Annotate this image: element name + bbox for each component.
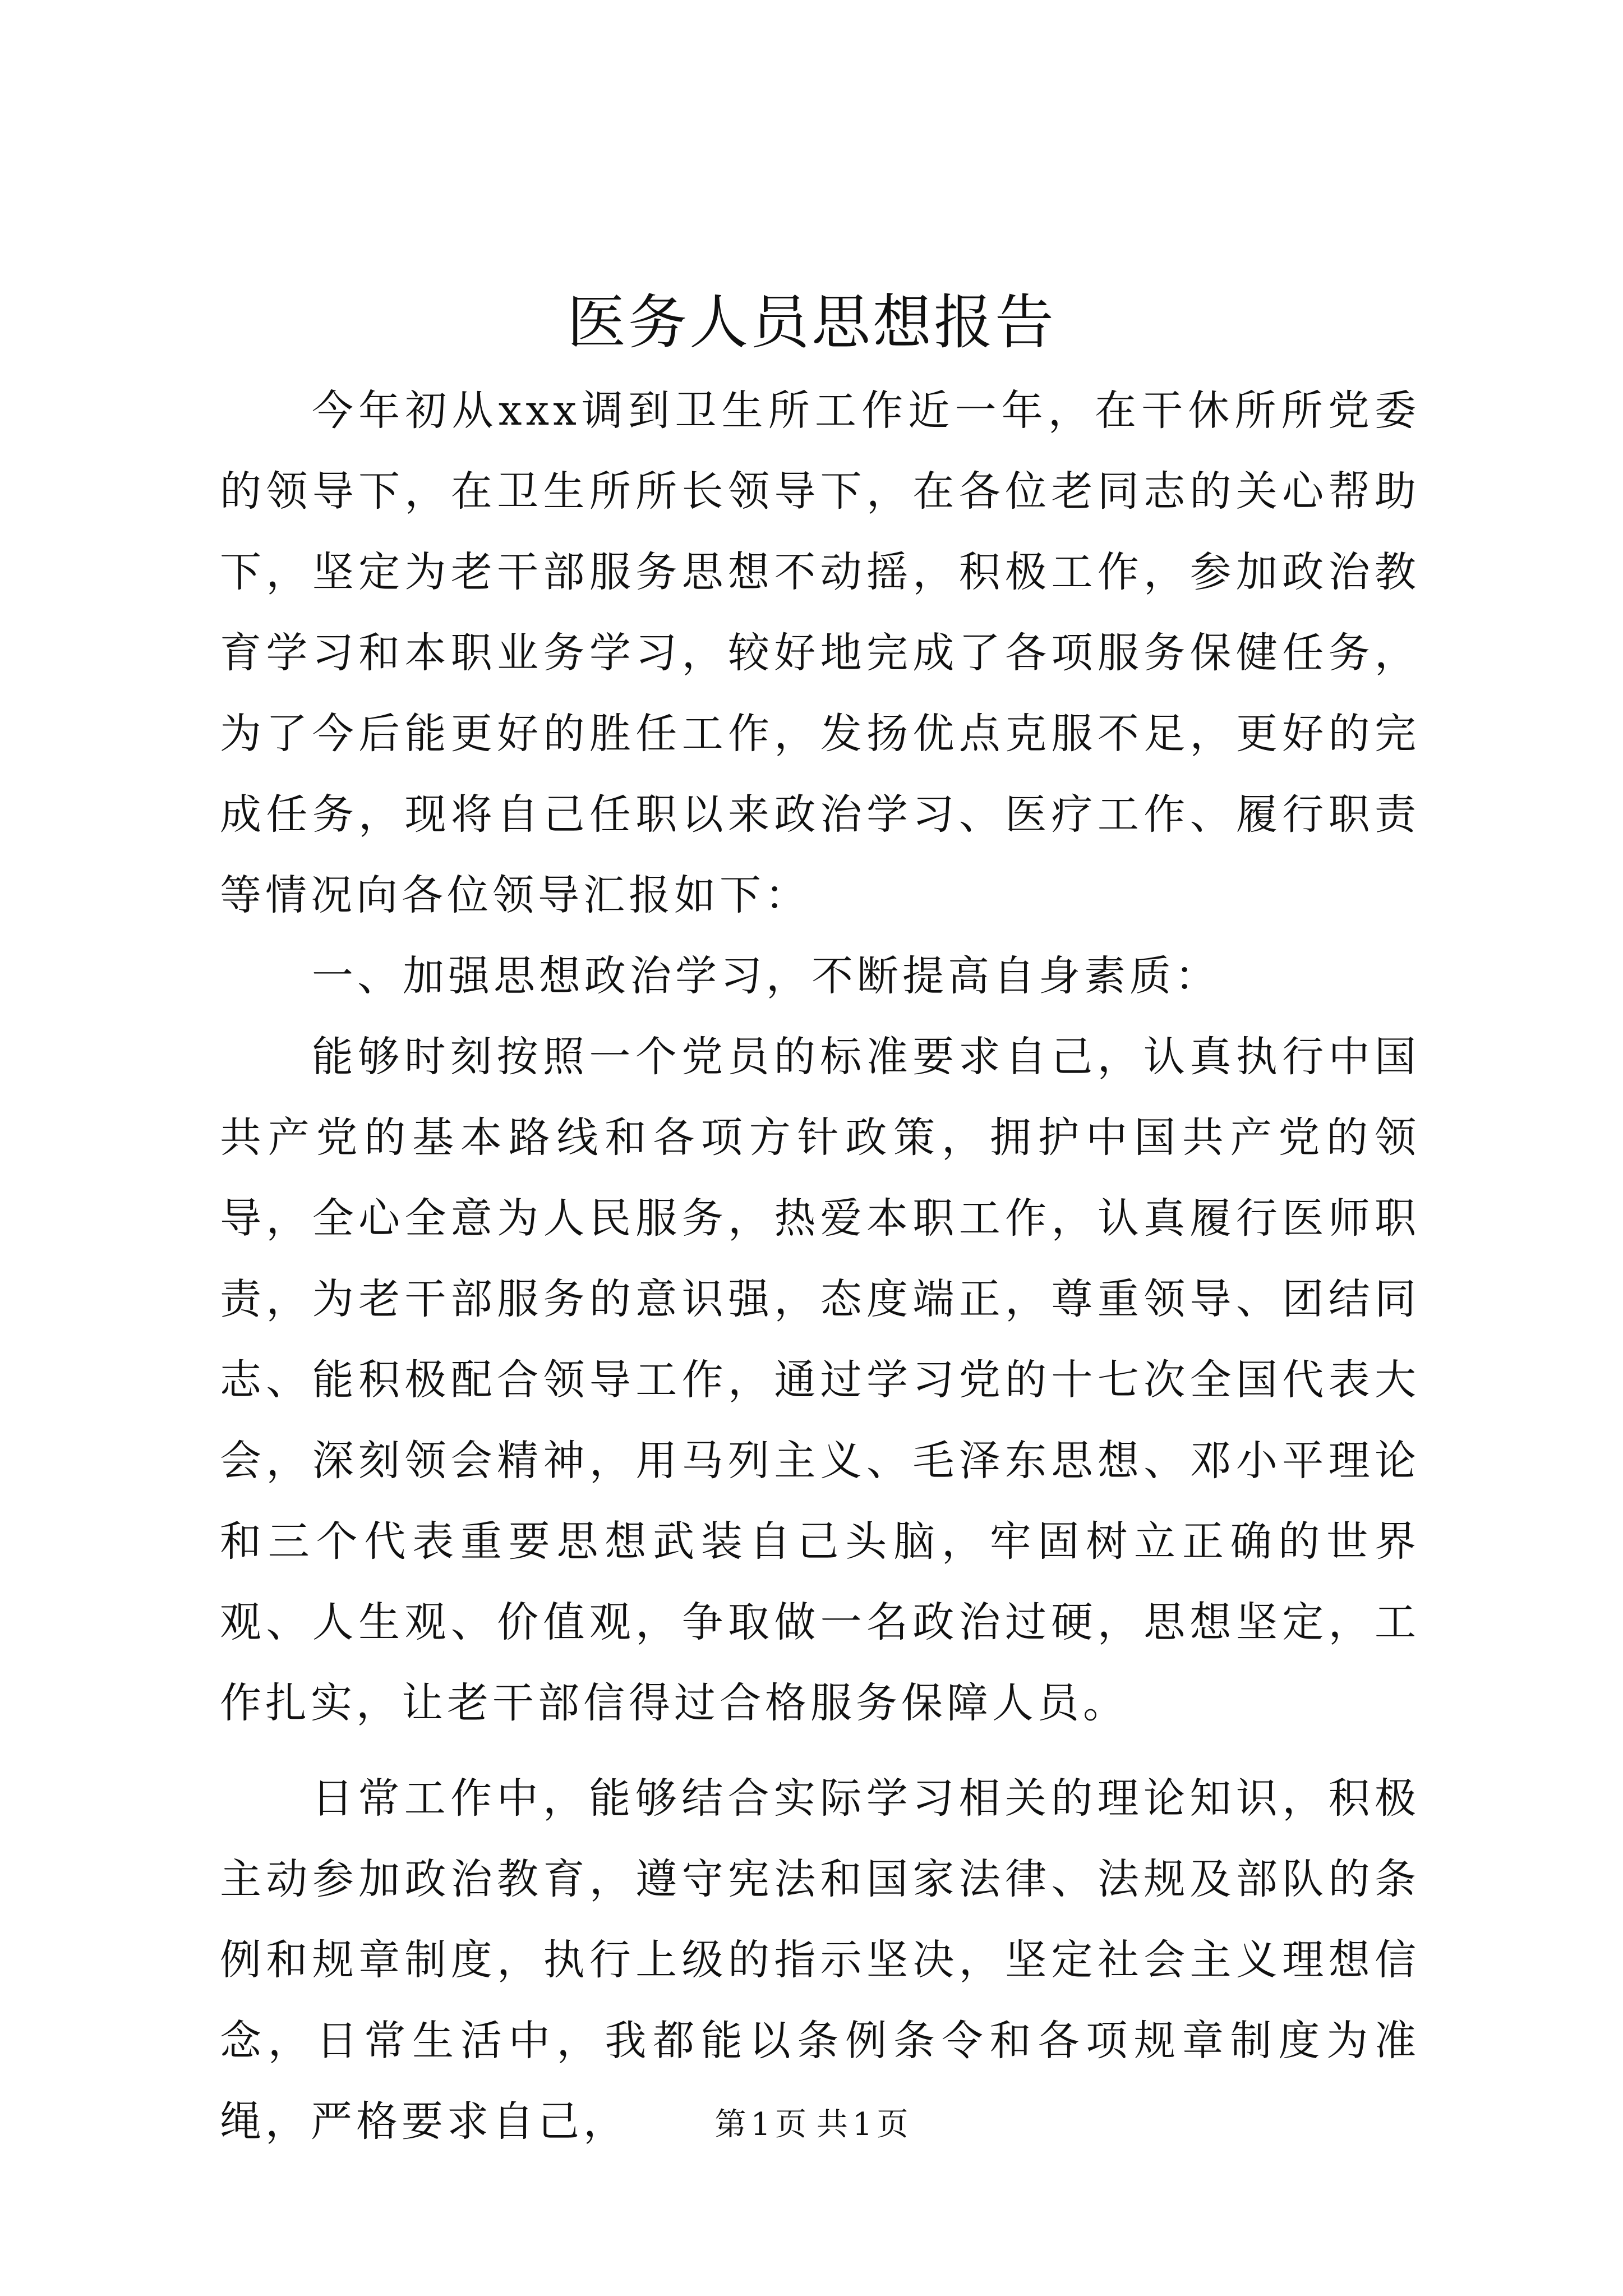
document-title: 医务人员思想报告 bbox=[566, 288, 1056, 357]
footer-suffix: 页 bbox=[877, 2106, 909, 2143]
paragraph-daily-work: 日常工作中，能够结合实际学习相关的理论知识，积极主动参加政治教育，遵守宪法和国家法律、法规及部队的条例和规章制度，执行上级的指示坚决，坚定社会主义理想信念，日常生活中，我都能以条例条令和各项规章制度为准绳，严格要求自己， bbox=[220, 1774, 1420, 2146]
total-pages: 1 bbox=[852, 2106, 873, 2143]
page-footer bbox=[0, 2102, 1623, 2147]
section-heading-1: 一、加强思想政治学习，不断提高自身素质： bbox=[312, 952, 1220, 1000]
paragraph-political-study: 能够时刻按照一个党员的标准要求自己，认真执行中国共产党的基本路线和各项方针政策，拥护中国共产党的领导，全心全意为人民服务，热爱本职工作，认真履行医师职责，为老干部服务的意识强，态度端正，尊重领导、团结同志、能积极配合领导工作，通过学习党的十七次全国代表大会，深刻领会精神，用马列主义、毛泽东思想、邓小平理论和三个代表重要思想武装自己头脑，牢固树立正确的世界观、人生观、价值观，争取做一名政治过硬，思想坚定，工作扎实，让老干部信得过合格服务保障人员。 bbox=[220, 1033, 1420, 1727]
page-number: 1 bbox=[750, 2106, 771, 2143]
footer-mid: 页 共 bbox=[775, 2106, 848, 2143]
document-body bbox=[220, 370, 1420, 2162]
paragraph-intro: 今年初从xxx调到卫生所工作近一年，在干休所所党委的领导下，在卫生所所长领导下，在各位老同志的关心帮助下，坚定为老干部服务思想不动摇，积极工作，参加政治教育学习和本职业务学习，较好地完成了各项服务保健任务，为了今后能更好的胜任工作，发扬优点克服不足，更好的完成任务，现将自己任职以来政治学习、医疗工作、履行职责等情况向各位领导汇报如下： bbox=[220, 386, 1420, 919]
footer-prefix: 第 bbox=[714, 2106, 746, 2143]
